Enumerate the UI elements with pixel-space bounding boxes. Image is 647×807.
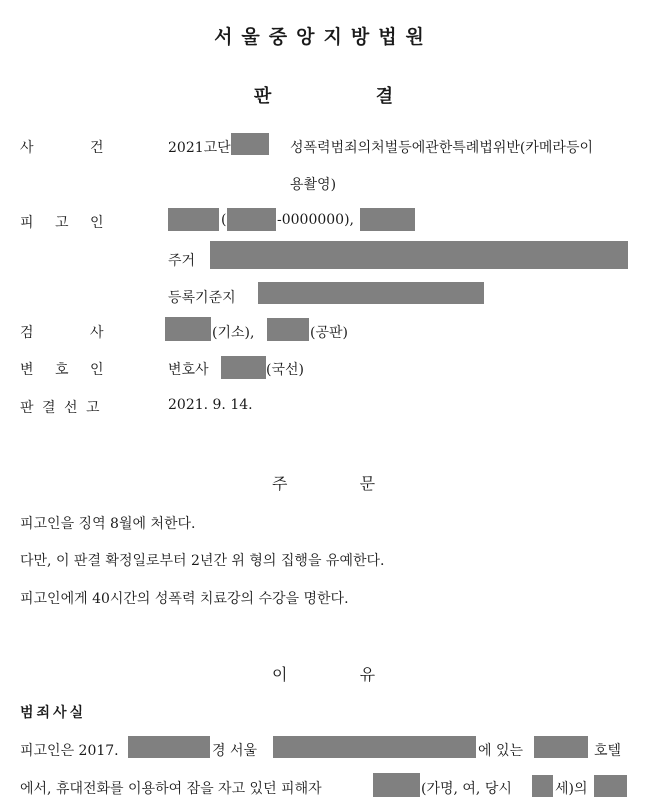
document-title-char-1: 판 — [253, 86, 272, 107]
defendant-label-char-1: 피 — [20, 215, 34, 231]
redacted-residence — [210, 241, 628, 269]
counsel-suffix: (국선) — [266, 362, 304, 378]
redacted-continuation — [594, 775, 627, 797]
order-line-1: 피고인을 징역 8월에 처한다. — [20, 516, 196, 532]
prosecutor-label — [20, 322, 140, 342]
case-number-prefix: 2021고단 — [168, 140, 231, 156]
prosecutor-role-2: (공판) — [310, 325, 348, 341]
facts-line-1-part-1: 피고인은 2017. — [20, 743, 119, 759]
facts-line-2-part-2: (가명, 여, 당시 — [421, 781, 512, 797]
counsel-prefix: 변호사 — [168, 362, 209, 378]
redacted-counsel-name — [221, 356, 266, 379]
registered-domicile-label: 등록기준지 — [168, 290, 236, 306]
sentencing-label-char-3: 선 — [64, 400, 78, 416]
case-name-line-2: 용촬영) — [290, 177, 337, 193]
reasons-title-char-2: 유 — [359, 665, 376, 684]
order-title-char-1: 주 — [271, 474, 288, 493]
prosecutor-role-1: (기소), — [212, 325, 255, 341]
crime-facts-heading: 범죄사실 — [20, 705, 87, 721]
sentencing-label-char-1: 판 — [20, 400, 34, 416]
case-label-char-1: 사 — [20, 140, 34, 156]
redacted-prosecutor-1 — [165, 317, 211, 341]
sentencing-label-char-4: 고 — [86, 400, 100, 416]
case-label — [20, 137, 140, 157]
order-line-3: 피고인에게 40시간의 성폭력 치료강의 수강을 명한다. — [20, 591, 349, 607]
redacted-victim-name — [373, 773, 420, 797]
counsel-label-char-1: 변 — [20, 362, 34, 378]
case-label-char-2: 건 — [90, 140, 104, 156]
prosecutor-label-char-1: 검 — [20, 325, 34, 341]
redacted-hotel-name — [534, 736, 588, 758]
order-title-char-2: 문 — [359, 474, 376, 493]
redacted-victim-age — [532, 775, 553, 797]
redacted-registered-domicile — [258, 282, 484, 304]
counsel-label-char-2: 호 — [55, 362, 69, 378]
defendant-label-char-3: 인 — [90, 215, 104, 231]
sentencing-date: 2021. 9. 14. — [168, 397, 253, 413]
court-name: 서울중앙지방법원 — [214, 26, 433, 48]
facts-line-1-part-4: 호텔 — [594, 743, 622, 759]
redacted-id-number — [227, 208, 276, 231]
case-name-line-1: 성폭력범죄의처벌등에관한특례법위반(카메라등이 — [290, 140, 593, 156]
defendant-label-char-2: 고 — [55, 215, 69, 231]
counsel-label — [20, 359, 140, 379]
order-title — [0, 471, 647, 494]
sentencing-label-char-2: 결 — [42, 400, 56, 416]
redacted-case-number — [231, 133, 269, 155]
prosecutor-label-char-2: 사 — [90, 325, 104, 341]
defendant-id-open: ( — [221, 212, 227, 228]
facts-line-1-part-2: 경 서울 — [212, 743, 258, 759]
redacted-defendant-name — [168, 208, 219, 231]
order-line-2: 다만, 이 판결 확정일로부터 2년간 위 형의 집행을 유예한다. — [20, 553, 385, 569]
redacted-date — [128, 736, 210, 758]
facts-line-2-part-3: 세)의 — [555, 781, 588, 797]
document-title — [0, 82, 647, 108]
reasons-title-char-1: 이 — [271, 665, 288, 684]
redacted-occupation — [360, 208, 415, 231]
residence-label: 주거 — [168, 253, 196, 269]
redacted-address — [273, 736, 476, 758]
redacted-prosecutor-2 — [267, 318, 309, 341]
defendant-label — [20, 212, 140, 232]
sentencing-label — [20, 397, 140, 417]
document-title-char-2: 결 — [375, 86, 394, 107]
facts-line-1-part-3: 에 있는 — [478, 743, 524, 759]
facts-line-2-part-1: 에서, 휴대전화를 이용하여 잠을 자고 있던 피해자 — [20, 781, 322, 797]
reasons-title — [0, 662, 647, 685]
counsel-label-char-3: 인 — [90, 362, 104, 378]
defendant-id-suffix: -0000000), — [277, 212, 354, 228]
